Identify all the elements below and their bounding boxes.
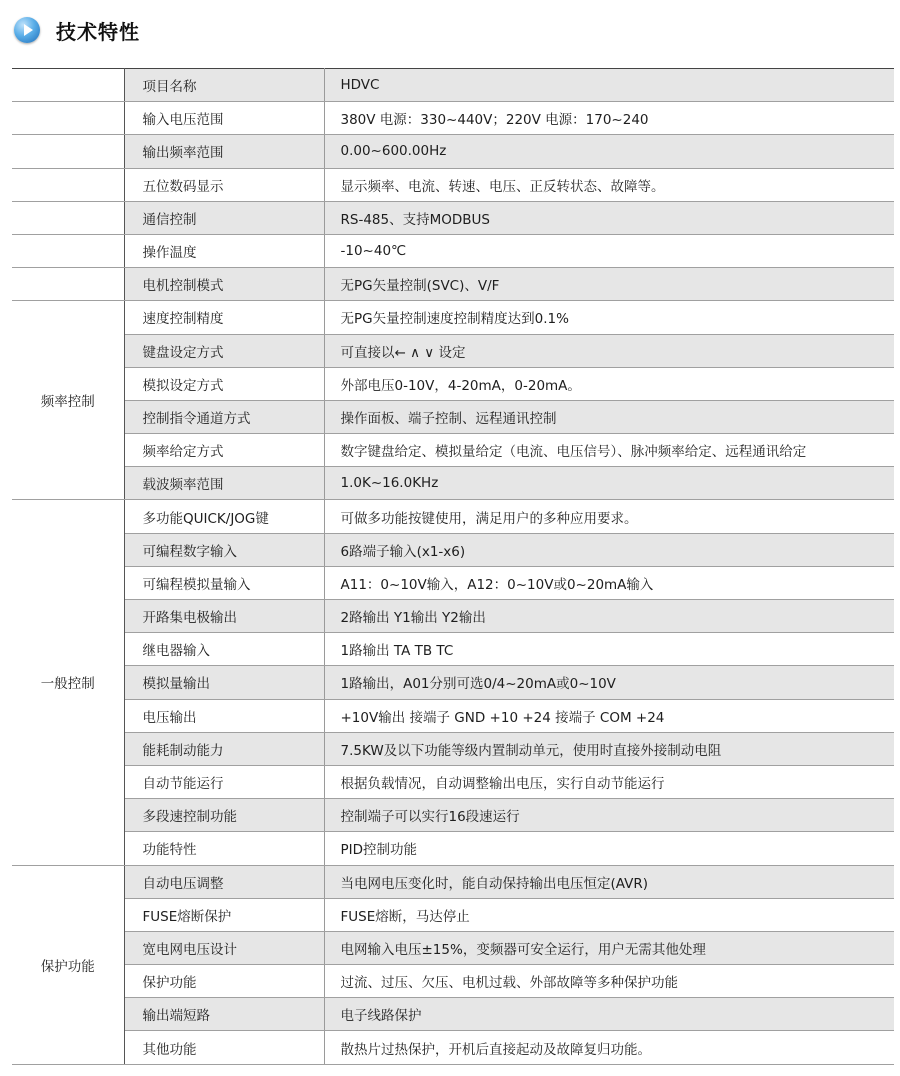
item-value: 数字键盘给定、模拟量给定（电流、电压信号）、脉冲频率给定、远程通讯给定	[324, 434, 894, 467]
table-row	[12, 268, 894, 301]
item-name: 输出频率范围	[124, 135, 324, 168]
table-row	[12, 334, 894, 367]
item-value: 电子线路保护	[324, 998, 894, 1031]
table-row	[12, 367, 894, 400]
item-value: 电网输入电压±15%，变频器可安全运行，用户无需其他处理	[324, 931, 894, 964]
item-name: 其他功能	[124, 1031, 324, 1064]
table-row	[12, 201, 894, 234]
item-value: +10V输出 接端子 GND +10 +24 接端子 COM +24	[324, 699, 894, 732]
section-header	[14, 14, 140, 46]
group-label	[12, 69, 124, 102]
item-value: 显示频率、电流、转速、电压、正反转状态、故障等。	[324, 168, 894, 201]
item-value: 1路输出，A01分别可选0/4~20mA或0~10V	[324, 666, 894, 699]
item-name: 操作温度	[124, 234, 324, 267]
item-name: 载波频率范围	[124, 467, 324, 500]
item-value: 1路输出 TA TB TC	[324, 633, 894, 666]
item-value: 可做多功能按键使用，满足用户的多种应用要求。	[324, 500, 894, 533]
table-row	[12, 434, 894, 467]
section-title: 技术特性	[56, 19, 140, 44]
table-row	[12, 135, 894, 168]
item-name: 模拟设定方式	[124, 367, 324, 400]
item-value: 过流、过压、欠压、电机过载、外部故障等多种保护功能	[324, 965, 894, 998]
group-label	[12, 234, 124, 267]
item-name: 电压输出	[124, 699, 324, 732]
table-row	[12, 666, 894, 699]
table-row	[12, 566, 894, 599]
item-value: 0.00~600.00Hz	[324, 135, 894, 168]
item-name: 开路集电极输出	[124, 600, 324, 633]
item-value: FUSE熔断，马达停止	[324, 898, 894, 931]
item-name: 电机控制模式	[124, 268, 324, 301]
item-value: 无PG矢量控制速度控制精度达到0.1%	[324, 301, 894, 334]
item-value: 7.5KW及以下功能等级内置制动单元，使用时直接外接制动电阻	[324, 732, 894, 765]
item-value: RS-485、支持MODBUS	[324, 201, 894, 234]
group-label: 保护功能	[12, 865, 124, 1064]
table-row	[12, 832, 894, 865]
item-value: 根据负载情况，自动调整输出电压，实行自动节能运行	[324, 765, 894, 798]
group-label	[12, 201, 124, 234]
item-name: 功能特性	[124, 832, 324, 865]
item-value: 380V 电源：330~440V；220V 电源：170~240	[324, 102, 894, 135]
item-value: 6路端子输入(x1-x6)	[324, 533, 894, 566]
item-name: 保护功能	[124, 965, 324, 998]
item-name: 模拟量输出	[124, 666, 324, 699]
item-value: 2路输出 Y1输出 Y2输出	[324, 600, 894, 633]
table-row	[12, 732, 894, 765]
table-row	[12, 998, 894, 1031]
item-name: 可编程数字输入	[124, 533, 324, 566]
item-name: 能耗制动能力	[124, 732, 324, 765]
table-row	[12, 931, 894, 964]
group-label: 频率控制	[12, 301, 124, 500]
table-row	[12, 965, 894, 998]
table-row	[12, 400, 894, 433]
table-row	[12, 168, 894, 201]
group-label	[12, 168, 124, 201]
item-name: 五位数码显示	[124, 168, 324, 201]
table-row	[12, 865, 894, 898]
table-row	[12, 633, 894, 666]
item-name: 输出端短路	[124, 998, 324, 1031]
table-row	[12, 234, 894, 267]
item-value: -10~40℃	[324, 234, 894, 267]
table-row	[12, 533, 894, 566]
item-value: 外部电压0-10V，4-20mA，0-20mA。	[324, 367, 894, 400]
item-name: 通信控制	[124, 201, 324, 234]
table-row	[12, 69, 894, 102]
table-row	[12, 699, 894, 732]
item-value: 散热片过热保护，开机后直接起动及故障复归功能。	[324, 1031, 894, 1064]
item-name: 键盘设定方式	[124, 334, 324, 367]
item-value: 1.0K~16.0KHz	[324, 467, 894, 500]
table-row	[12, 600, 894, 633]
group-label	[12, 268, 124, 301]
spec-table	[12, 68, 894, 1065]
item-name: 速度控制精度	[124, 301, 324, 334]
item-name: 控制指令通道方式	[124, 400, 324, 433]
table-row	[12, 898, 894, 931]
item-value: PID控制功能	[324, 832, 894, 865]
item-value: 控制端子可以实行16段速运行	[324, 799, 894, 832]
table-row	[12, 467, 894, 500]
item-value: 当电网电压变化时，能自动保持输出电压恒定(AVR)	[324, 865, 894, 898]
table-row	[12, 102, 894, 135]
group-label	[12, 102, 124, 135]
item-name: 宽电网电压设计	[124, 931, 324, 964]
item-name: FUSE熔断保护	[124, 898, 324, 931]
item-name: 频率给定方式	[124, 434, 324, 467]
table-row	[12, 799, 894, 832]
item-name: 继电器输入	[124, 633, 324, 666]
item-value: 无PG矢量控制(SVC)、V/F	[324, 268, 894, 301]
item-name: 输入电压范围	[124, 102, 324, 135]
item-name: 可编程模拟量输入	[124, 566, 324, 599]
item-name: 自动电压调整	[124, 865, 324, 898]
table-row	[12, 1031, 894, 1064]
item-value: HDVC	[324, 69, 894, 102]
item-name: 项目名称	[124, 69, 324, 102]
item-name: 多功能QUICK/JOG键	[124, 500, 324, 533]
group-label	[12, 135, 124, 168]
item-value: 操作面板、端子控制、远程通讯控制	[324, 400, 894, 433]
item-value: 可直接以← ∧ ∨ 设定	[324, 334, 894, 367]
play-circle-icon	[14, 17, 40, 43]
table-row	[12, 765, 894, 798]
item-name: 自动节能运行	[124, 765, 324, 798]
group-label: 一般控制	[12, 500, 124, 865]
table-row	[12, 500, 894, 533]
table-row	[12, 301, 894, 334]
item-name: 多段速控制功能	[124, 799, 324, 832]
item-value: A11：0~10V输入，A12：0~10V或0~20mA输入	[324, 566, 894, 599]
